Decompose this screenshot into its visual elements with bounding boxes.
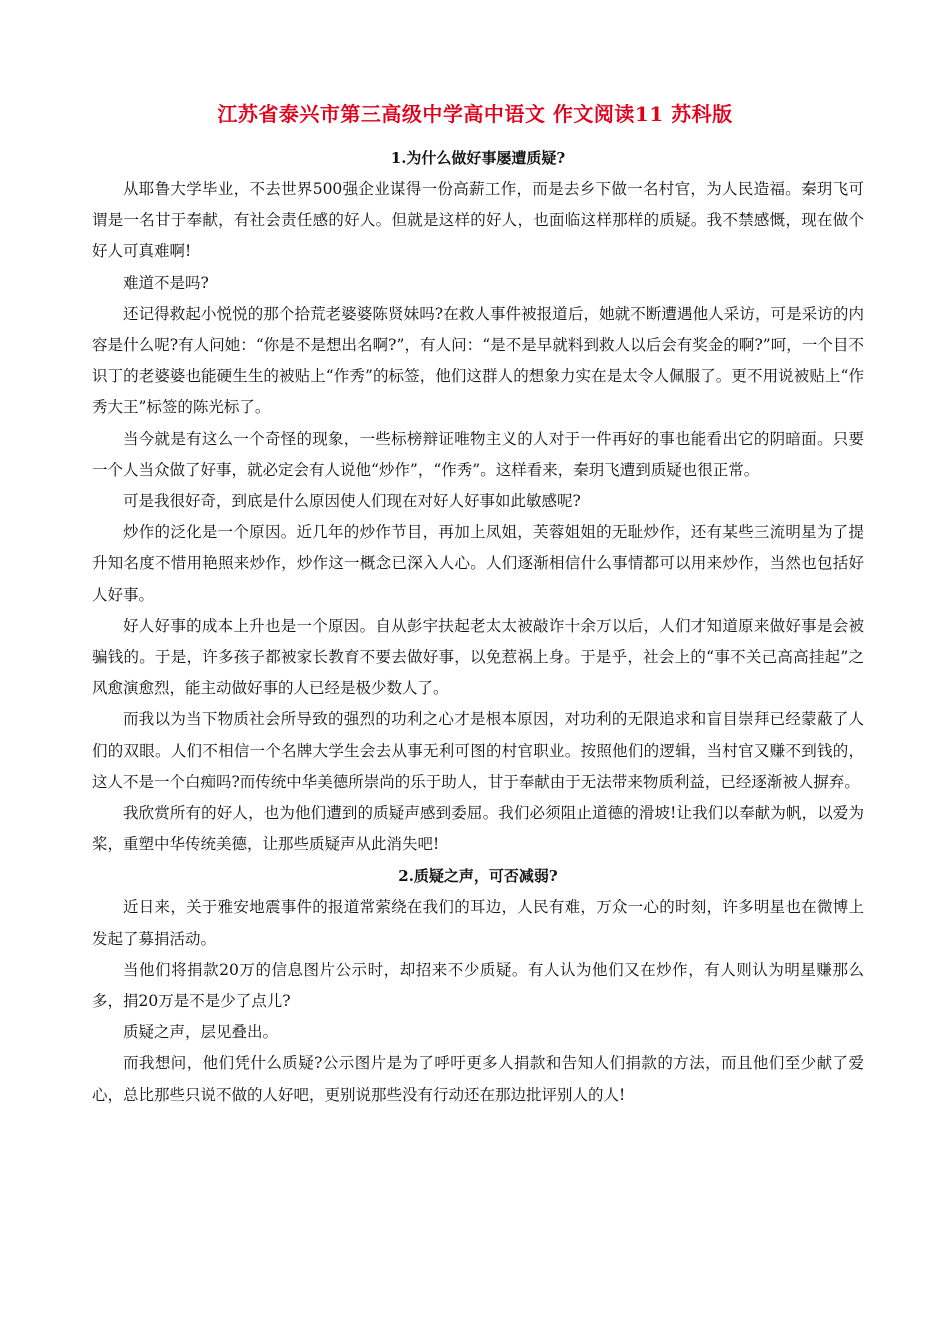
- paragraph: 而我以为当下物质社会所导致的强烈的功利之心才是根本原因，对功利的无限追求和盲目崇拜已经蒙蔽了人们的双眼。人们不相信一个名牌大学生会去从事无利可图的村官职业。按照他们的逻辑，当村官又赚不到钱的，这人不是一个白痴吗?而传统中华美德所崇尚的乐于助人，甘于奉献由于无法带来物质利益，已经逐渐被人摒弃。: [92, 710, 864, 791]
- paragraph: 当今就是有这么一个奇怪的现象，一些标榜辩证唯物主义的人对于一件再好的事也能看出它的阴暗面。只要一个人当众做了好事，就必定会有人说他“炒作”，“作秀”。这样看来，秦玥飞遭到质疑也很正常。: [92, 429, 864, 479]
- paragraph: 近日来，关于雅安地震事件的报道常萦绕在我们的耳边，人民有难，万众一心的时刻，许多明星也在微博上发起了募捐活动。: [92, 898, 864, 948]
- paragraph: 而我想问，他们凭什么质疑?公示图片是为了呼吁更多人捐款和告知人们捐款的方法，而且他们至少献了爱心，总比那些只说不做的人好吧，更别说那些没有行动还在那边批评别人的人!: [92, 1054, 864, 1104]
- document-title: 江苏省泰兴市第三高级中学高中语文 作文阅读11 苏科版: [217, 102, 733, 126]
- paragraph: 难道不是吗?: [123, 273, 209, 292]
- paragraph: 从耶鲁大学毕业，不去世界500强企业谋得一份高薪工作，而是去乡下做一名村官，为人民造福。秦玥飞可谓是一名甘于奉献，有社会责任感的好人。但就是这样的好人，也面临这样那样的质疑。我不禁感慨，现在做个好人可真难啊!: [92, 180, 864, 261]
- paragraph: 可是我很好奇，到底是什么原因使人们现在对好人好事如此敏感呢?: [123, 492, 581, 511]
- paragraph: 炒作的泛化是一个原因。近几年的炒作节目，再加上凤姐，芙蓉姐姐的无耻炒作，还有某些三流明星为了提升知名度不惜用艳照来炒作，炒作这一概念已深入人心。人们逐渐相信什么事情都可以用来炒作，当然也包括好人好事。: [92, 523, 864, 604]
- section-1: [92, 142, 864, 860]
- paragraph: 还记得救起小悦悦的那个拾荒老婆婆陈贤妹吗?在救人事件被报道后，她就不断遭遇他人采访，可是采访的内容是什么呢?有人问她：“你是不是想出名啊?”，有人问：“是不是早就料到救人以后会有奖金的啊?”呵，一个目不识丁的老婆婆也能硬生生的被贴上“作秀”的标签，他们这群人的想象力实在是太令人佩服了。更不用说被贴上“作秀大王”标签的陈光标了。: [92, 304, 864, 417]
- section-heading: 2.质疑之声，可否减弱?: [398, 867, 558, 886]
- paragraph: 当他们将捐款20万的信息图片公示时，却招来不少质疑。有人认为他们又在炒作，有人则认为明星赚那么多，捐20万是不是少了点儿?: [92, 960, 864, 1011]
- paragraph: 我欣赏所有的好人，也为他们遭到的质疑声感到委屈。我们必须阻止道德的滑坡!让我们以奉献为帆，以爱为桨，重塑中华传统美德，让那些质疑声从此消失吧!: [92, 804, 864, 854]
- paragraph: 好人好事的成本上升也是一个原因。自从彭宇扶起老太太被敲诈十余万以后，人们才知道原来做好事是会被骗钱的。于是，许多孩子都被家长教育不要去做好事，以免惹祸上身。于是乎，社会上的“事不关己高高挂起”之风愈演愈烈，能主动做好事的人已经是极少数人了。: [92, 616, 864, 698]
- paragraph: 质疑之声，层见叠出。: [123, 1023, 279, 1042]
- section-2: [92, 860, 864, 1110]
- section-heading: 1.为什么做好事屡遭质疑?: [390, 149, 566, 167]
- document-body: [92, 142, 864, 1111]
